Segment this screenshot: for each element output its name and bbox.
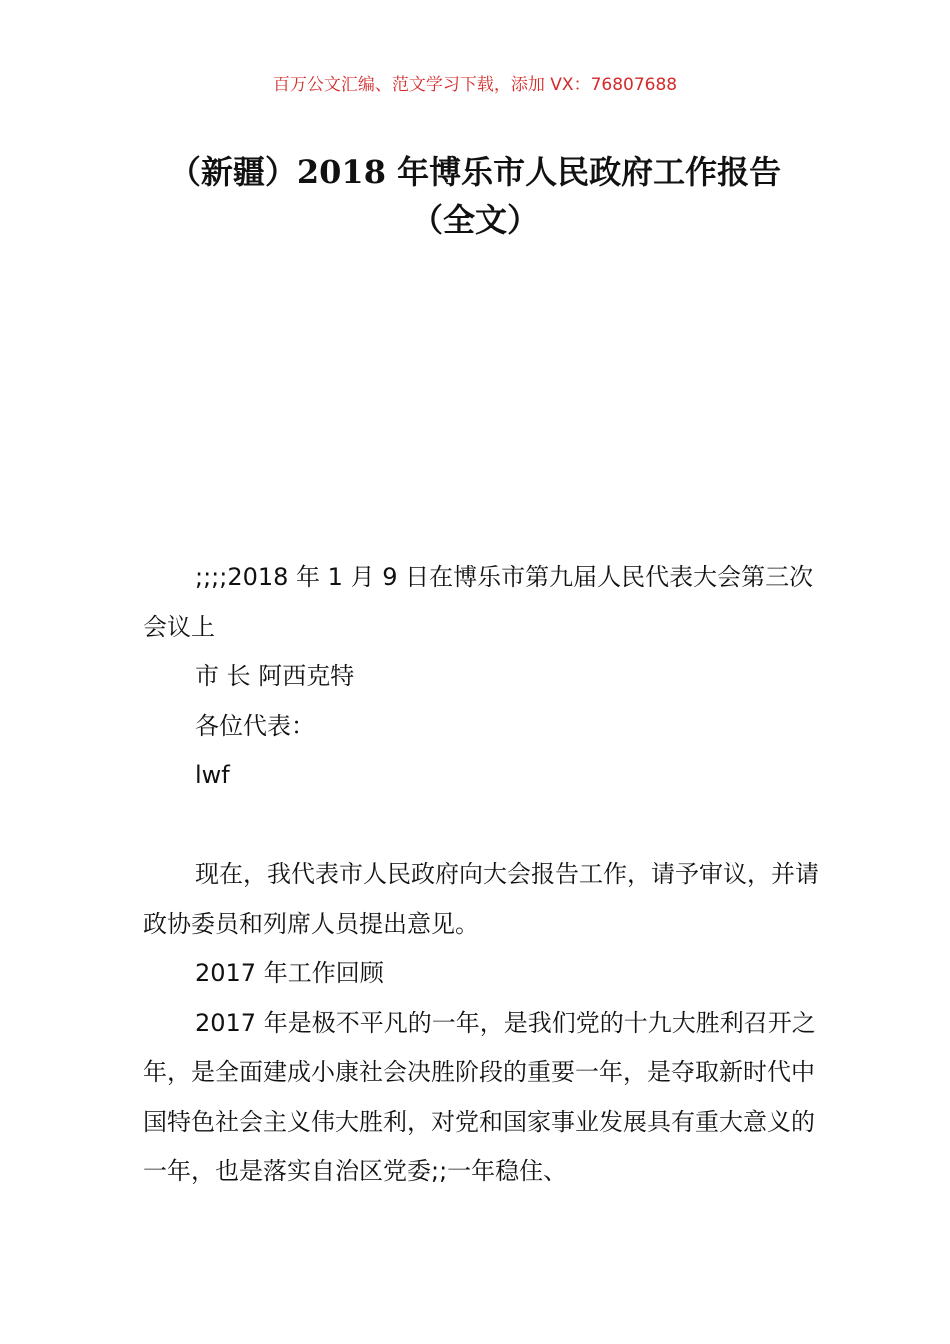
paragraph-intro: 现在，我代表市人民政府向大会报告工作，请予审议，并请政协委员和列席人员提出意见。 xyxy=(143,860,819,938)
paragraph-lwf: lwf xyxy=(195,761,230,789)
title-line-2: （全文） xyxy=(410,201,539,239)
paragraph-salutation: 各位代表： xyxy=(195,711,315,740)
header-note: 百万公文汇编、范文学习下载，添加 VX：76807688 xyxy=(272,75,678,95)
blank-line xyxy=(143,801,823,851)
paragraph-2017-summary: 2017 年是极不平凡的一年，是我们党的十九大胜利召开之年，是全面建成小康社会决胜阶段的重要一年，是夺取新时代中国特色社会主义伟大胜利，对党和国家事业发展具有重大意义的一年，也是落实自治区党委;;一年稳住、 xyxy=(143,1008,816,1185)
document-title xyxy=(100,148,850,244)
paragraph-speaker: 市 长 阿西克特 xyxy=(195,662,355,690)
document-body xyxy=(143,553,823,1197)
paragraph-meeting-info: ;;;;2018 年 1 月 9 日在博乐市第九届人民代表大会第三次会议上 xyxy=(143,563,814,641)
section-heading-2017-review: 2017 年工作回顾 xyxy=(195,959,384,987)
title-line-1: （新疆）2018 年博乐市人民政府工作报告 xyxy=(168,153,782,191)
